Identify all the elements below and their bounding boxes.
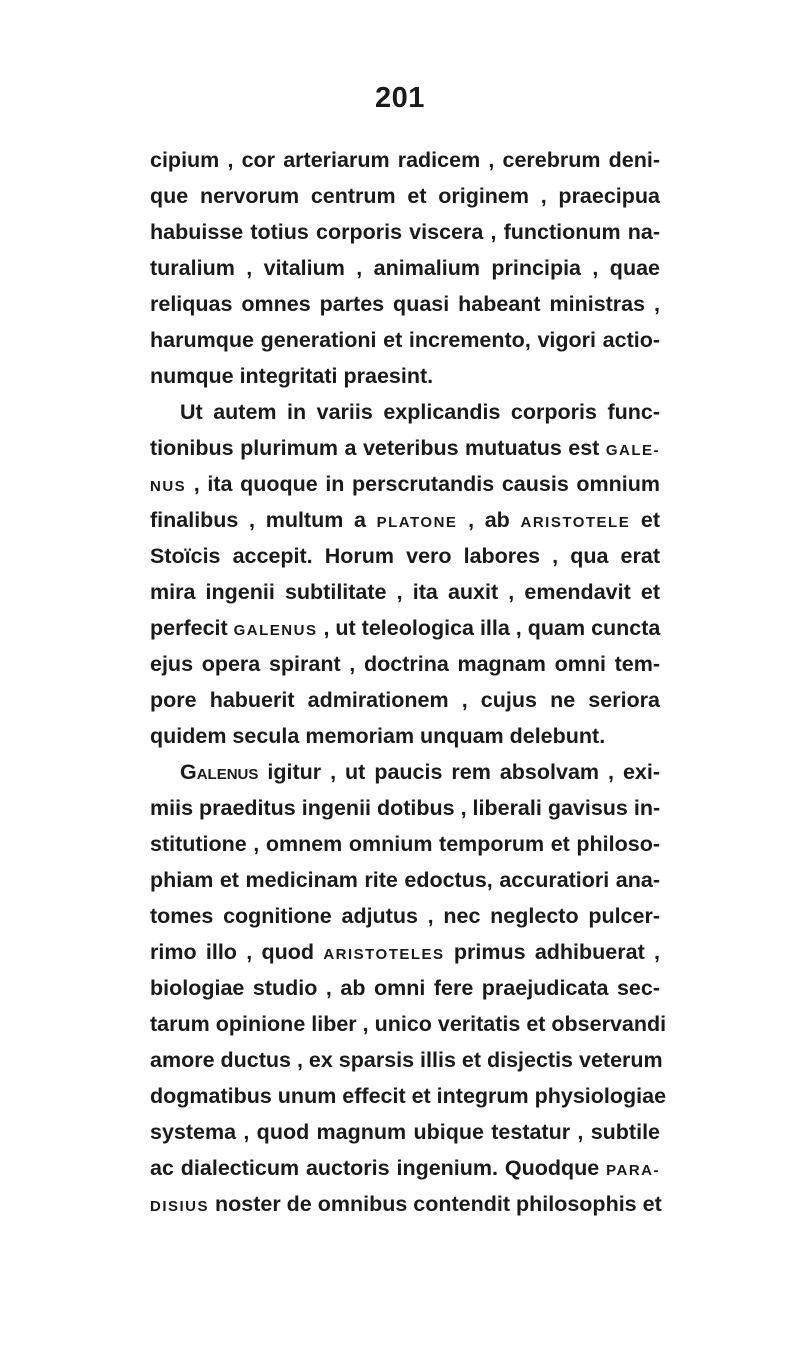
- small-caps-name: NUS: [150, 478, 187, 495]
- text-line: [150, 790, 660, 826]
- text-line: [150, 538, 660, 574]
- text-segment: biologiae studio , ab omni fere praejudicata sec-: [150, 976, 660, 1000]
- text-segment: mira ingenii subtilitate , ita auxit , emendavit et: [150, 580, 660, 604]
- text-segment: finalibus , multum a: [150, 508, 377, 532]
- text-line: [150, 610, 660, 646]
- text-segment: que nervorum centrum et originem , praecipua: [150, 184, 660, 208]
- small-caps-name: Galenus: [180, 760, 259, 784]
- text-line: [150, 646, 660, 682]
- text-segment: reliquas omnes partes quasi habeant ministras ,: [150, 292, 660, 316]
- text-line: [150, 1114, 660, 1150]
- text-line: [150, 358, 660, 394]
- text-line: [150, 934, 660, 970]
- text-segment: phiam et medicinam rite edoctus, accuratiori ana-: [150, 868, 660, 892]
- text-segment: amore ductus , ex sparsis illis et disjectis veterum: [150, 1048, 663, 1072]
- text-segment: ejus opera spirant , doctrina magnam omni tem-: [150, 652, 660, 676]
- text-segment: quidem secula memoriam unquam delebunt.: [150, 724, 606, 748]
- text-segment: , ab: [457, 508, 521, 532]
- text-line: [150, 1078, 667, 1114]
- text-segment: tionibus plurimum a veteribus mutuatus est: [150, 436, 606, 460]
- text-line: [150, 502, 660, 538]
- text-segment: numque integritati praesint.: [150, 364, 434, 388]
- text-line: [150, 214, 660, 250]
- text-line: [150, 1006, 667, 1042]
- text-segment: cipium , cor arteriarum radicem , cerebrum deni-: [150, 148, 660, 172]
- text-line: [150, 718, 660, 754]
- text-segment: perfecit: [150, 616, 234, 640]
- small-caps-name: ARISTOTELE: [520, 514, 631, 531]
- text-segment: harumque generationi et incremento, vigori actio-: [150, 328, 660, 352]
- text-line: [150, 1042, 663, 1078]
- text-line: [150, 466, 660, 502]
- text-segment: noster de omnibus contendit philosophis et: [209, 1192, 662, 1216]
- text-segment: dogmatibus unum effecit et integrum physiologiae: [150, 1084, 667, 1108]
- small-caps-name: GALENUS: [233, 622, 318, 639]
- text-segment: et: [630, 508, 661, 532]
- text-line: [150, 898, 660, 934]
- text-line: [150, 1150, 660, 1186]
- text-segment: tomes cognitione adjutus , nec neglecto pulcer-: [150, 904, 660, 928]
- text-line: [150, 250, 660, 286]
- small-caps-name: GALE-: [605, 442, 660, 459]
- text-segment: habuisse totius corporis viscera , functionum na-: [150, 220, 660, 244]
- small-caps-name: DISIUS: [150, 1198, 210, 1215]
- text-line: [150, 826, 660, 862]
- text-line: [150, 394, 660, 430]
- text-line: [150, 1186, 660, 1222]
- text-segment: Ut autem in variis explicandis corporis func-: [180, 400, 660, 424]
- text-line: [150, 754, 660, 790]
- page-number: 201: [375, 82, 425, 114]
- small-caps-name: PARA-: [606, 1162, 660, 1179]
- text-line: [150, 682, 660, 718]
- small-caps-name: PLATONE: [376, 514, 458, 531]
- text-line: [150, 574, 660, 610]
- text-segment: , ita quoque in perscrutandis causis omnium: [186, 472, 660, 496]
- text-segment: tarum opinione liber , unico veritatis et observandi: [150, 1012, 667, 1036]
- body-text: [150, 142, 667, 1222]
- text-line: [150, 862, 660, 898]
- text-segment: igitur , ut paucis rem absolvam , exi-: [258, 760, 660, 784]
- small-caps-name: ARISTOTELES: [323, 946, 445, 963]
- text-line: [150, 286, 660, 322]
- text-segment: , ut teleologica illa , quam cuncta: [317, 616, 661, 640]
- text-line: [150, 970, 660, 1006]
- text-segment: Stoïcis accepit. Horum vero labores , qua erat: [150, 544, 660, 568]
- text-segment: turalium , vitalium , animalium principia , quae: [150, 256, 660, 280]
- text-segment: stitutione , omnem omnium temporum et philoso-: [150, 832, 660, 856]
- text-segment: pore habuerit admirationem , cujus ne seriora: [150, 688, 660, 712]
- text-segment: systema , quod magnum ubique testatur , subtile: [150, 1120, 660, 1144]
- text-line: [150, 178, 660, 214]
- text-line: [150, 430, 660, 466]
- text-segment: rimo illo , quod: [150, 940, 324, 964]
- text-segment: ac dialecticum auctoris ingenium. Quodque: [150, 1156, 607, 1180]
- text-line: [150, 322, 660, 358]
- text-segment: primus adhibuerat ,: [444, 940, 660, 964]
- text-segment: miis praeditus ingenii dotibus , liberali gavisus in-: [150, 796, 661, 820]
- text-line: [150, 142, 660, 178]
